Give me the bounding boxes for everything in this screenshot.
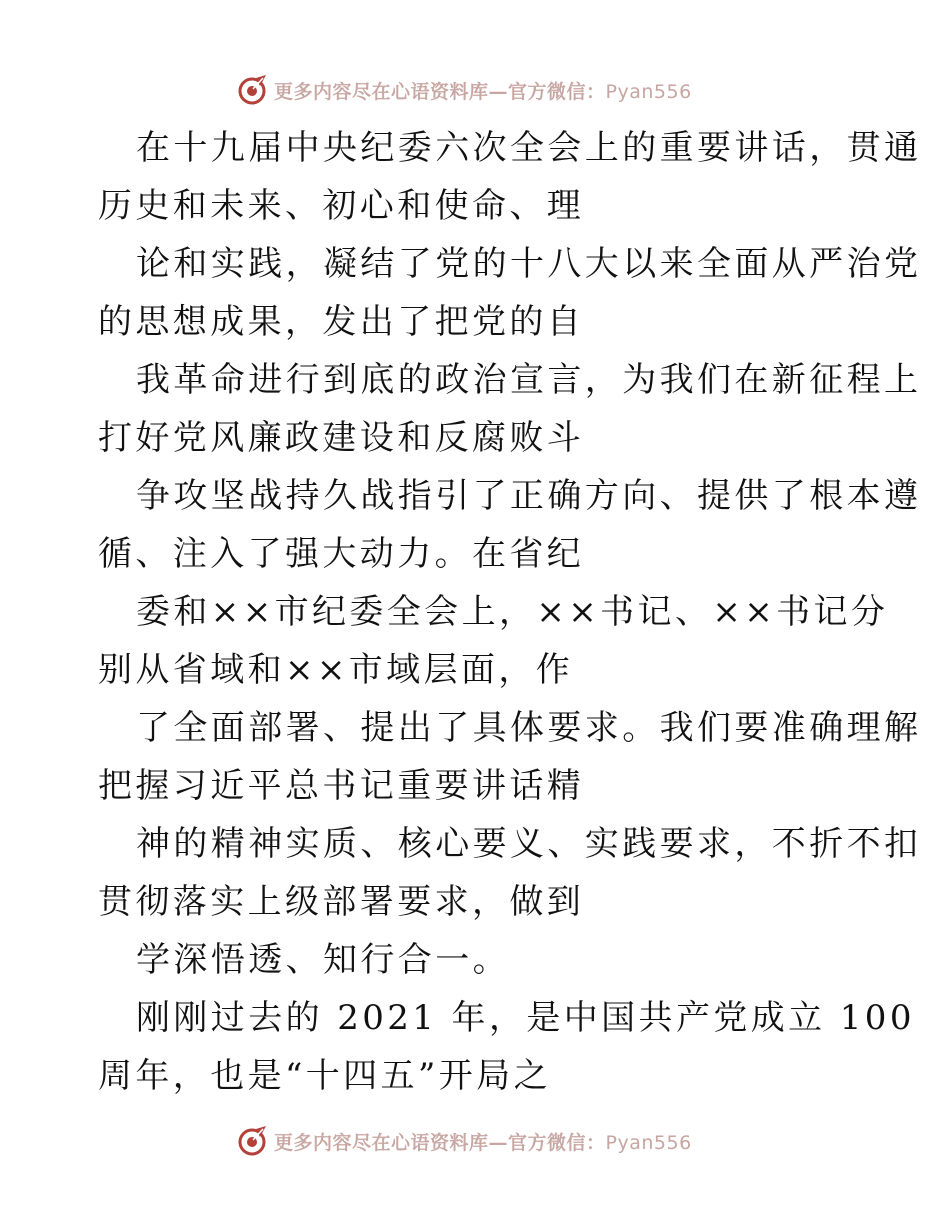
watermark-text: 更多内容尽在心语资料库—官方微信：Pyan556 [274,80,692,103]
paragraph-line: 论和实践，凝结了党的十八大以来全面从严治党 [136,244,922,284]
paragraph-line: 把握习近平总书记重要讲话精 [98,766,585,806]
watermark-text: 更多内容尽在心语资料库—官方微信：Pyan556 [274,1131,692,1154]
paragraph-line: 周年，也是“十四五”开局之 [98,1056,551,1096]
paragraph-line: 神的精神实质、核心要义、实践要求，不折不扣 [136,824,922,864]
paragraph-line: 贯彻落实上级部署要求，做到 [98,882,585,922]
header-watermark [236,73,692,107]
quill-pen-seal-icon [236,74,268,106]
paragraph-line: 我革命进行到底的政治宣言，为我们在新征程上 [136,360,922,400]
paragraph-line: 打好党风廉政建设和反腐败斗 [98,418,585,458]
paragraph-line: 在十九届中央纪委六次全会上的重要讲话，贯通 [136,128,922,168]
paragraph-line: 学深悟透、知行合一。 [136,940,510,980]
footer-watermark [236,1124,692,1158]
paragraph-line: 了全面部署、提出了具体要求。我们要准确理解 [136,708,922,748]
paragraph-line: 刚刚过去的 2021 年，是中国共产党成立 100 [136,998,915,1038]
paragraph-line: 委和××市纪委全会上，××书记、××书记分 [136,592,889,632]
paragraph-line: 历史和未来、初心和使命、理 [98,186,585,226]
paragraph-line: 别从省域和××市域层面，作 [98,650,574,690]
paragraph-line: 的思想成果，发出了把党的自 [98,302,585,342]
quill-pen-seal-icon [236,1125,268,1157]
paragraph-line: 争攻坚战持久战指引了正确方向、提供了根本遵 [136,476,922,516]
paragraph-line: 循、注入了强大动力。在省纪 [98,534,585,574]
